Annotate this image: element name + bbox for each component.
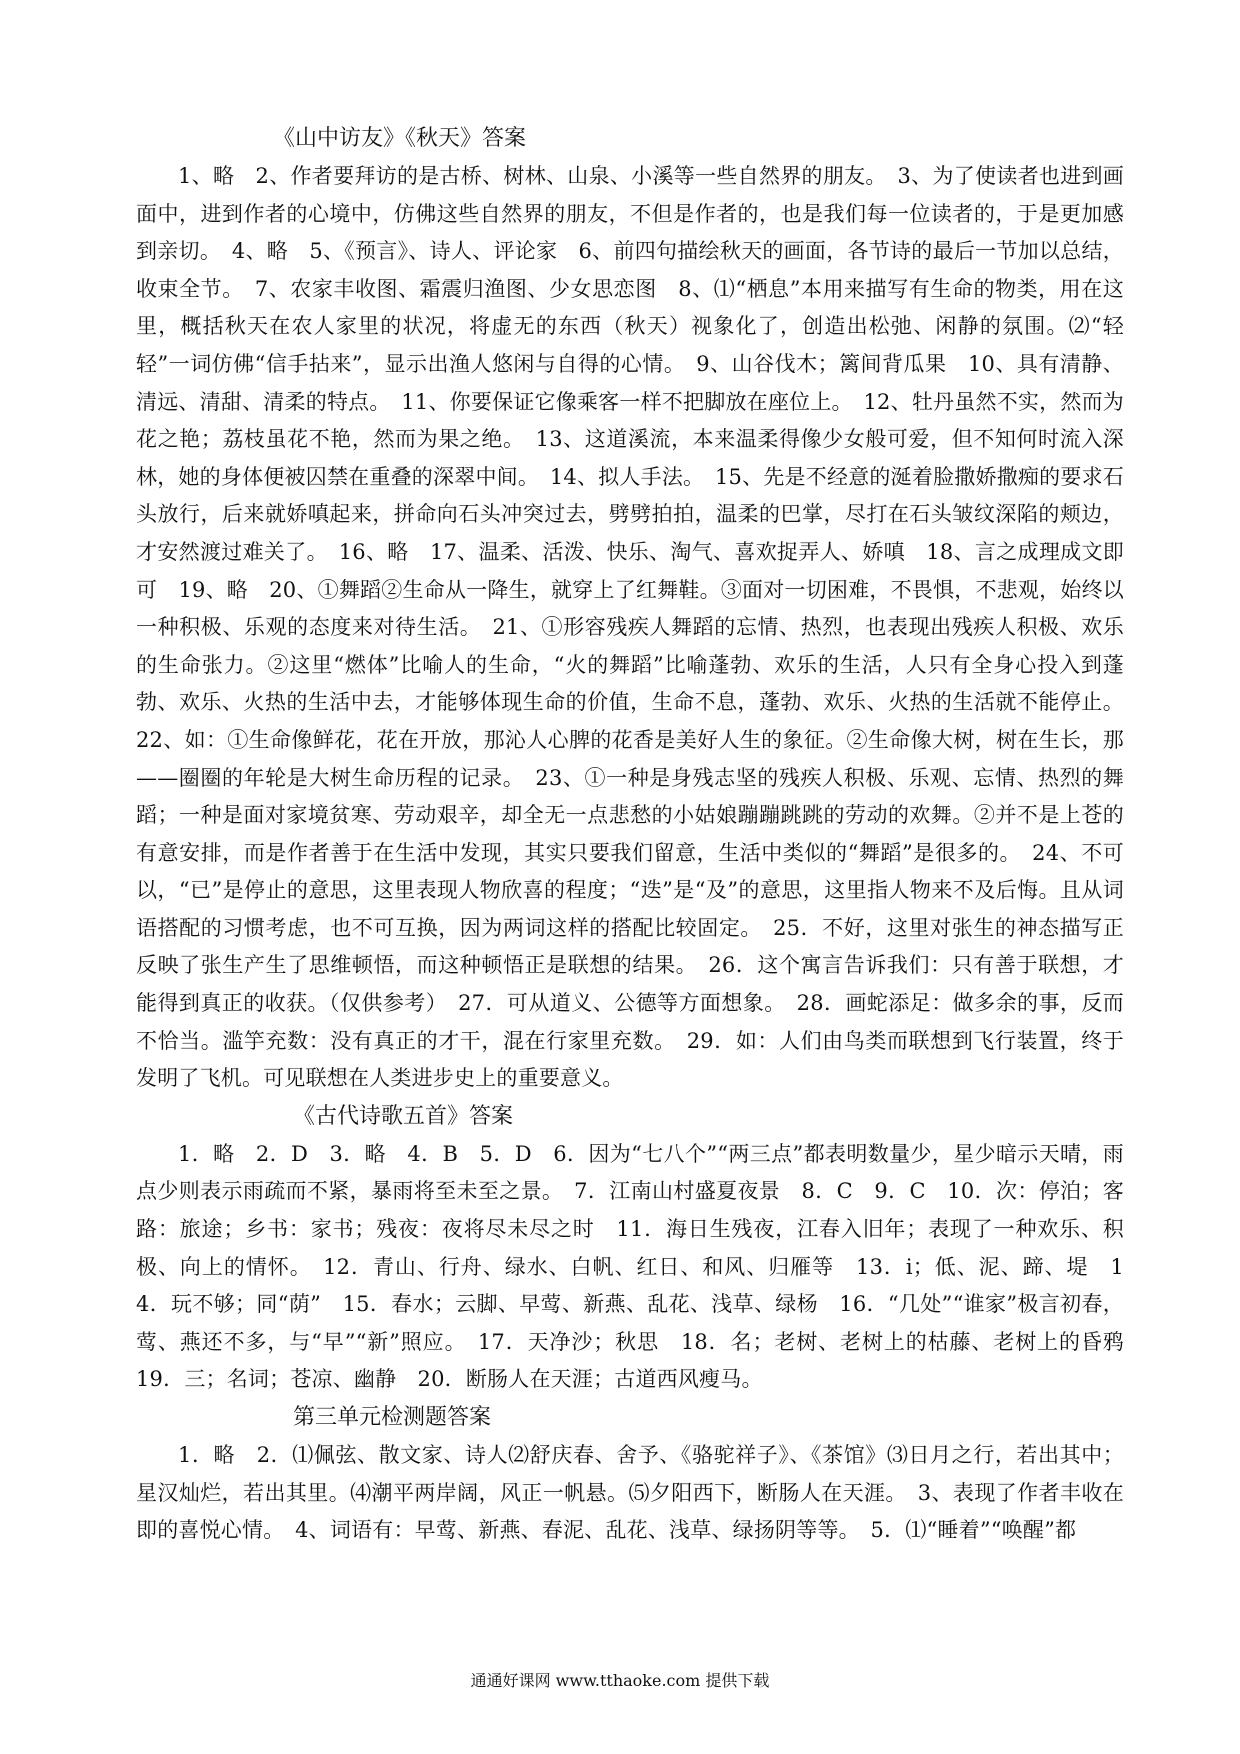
section-title-shanzhong-qiutian: 《山中访友》《秋天》答案 <box>273 126 527 151</box>
section-answers-shanzhong-qiutian: 1、略 2、作者要拜访的是古桥、树林、山泉、小溪等一些自然界的朋友。 3、为了使读者也进到画面中，进到作者的心境中，仿佛这些自然界的朋友，不但是作者的，也是我们每一位读者的，于是更加感到亲切。 4、略 5、《预言》、诗人、评论家 6、前四句描绘秋天的画面，各节诗的最后一节加以总结，收束全节。 7、农家丰收图、霜震归渔图、少女思恋图 8、⑴“栖息”本用来描写有生命的物类，用在这里，概括秋天在农人家里的状况，将虚无的东西（秋天）视象化了，创造出松弛、闲静的氛围。⑵“轻轻”一词仿佛“信手拈来”，显示出渔人悠闲与自得的心情。 9、山谷伐木；篱间背瓜果 10、具有清静、清远、清甜、清柔的特点。 11、你要保证它像乘客一样不把脚放在座位上。 12、牡丹虽然不实，然而为花之艳；荔枝虽花不艳，然而为果之绝。 13、这道溪流，本来温柔得像少女般可爱，但不知何时流入深林，她的身体便被囚禁在重叠的深翠中间。 14、拟人手法。 15、先是不经意的涎着脸撒娇撒痴的要求石头放行，后来就娇嗔起来，拼命向石头冲突过去，劈劈拍拍，温柔的巴掌，尽打在石头皱纹深陷的颊边，才安然渡过难关了。 16、略 17、温柔、活泼、快乐、淘气、喜欢捉弄人、娇嗔 18、言之成理成文即可 19、略 20、①舞蹈②生命从一降生，就穿上了红舞鞋。③面对一切困难，不畏惧，不悲观，始终以一种积极、乐观的态度来对待生活。 21、①形容残疾人舞蹈的忘情、热烈，也表现出残疾人积极、欢乐的生命张力。②这里“燃体”比喻人的生命，“火的舞蹈”比喻蓬勃、欢乐的生活，人只有全身心投入到蓬勃、欢乐、火热的生活中去，才能够体现生命的价值，生命不息，蓬勃、欢乐、火热的生活就不能停止。22、如：①生命像鲜花，花在开放，那沁人心脾的花香是美好人生的象征。②生命像大树，树在生长，那——圈圈的年轮是大树生命历程的记录。 23、①一种是身残志坚的残疾人积极、乐观、忘情、热烈的舞蹈；一种是面对家境贫寒、劳动艰辛，却全无一点悲愁的小姑娘蹦蹦跳跳的劳动的欢舞。②并不是上苍的有意安排，而是作者善于在生活中发现，其实只要我们留意，生活中类似的“舞蹈”是很多的。 24、不可以，“已”是停止的意思，这里表现人物欣喜的程度；“迭”是“及”的意思，这里指人物来不及后悔。且从词语搭配的习惯考虑，也不可互换，因为两词这样的搭配比较固定。 25．不好，这里对张生的神态描写正反映了张生产生了思维顿悟，而这种顿悟正是联想的结果。 26．这个寓言告诉我们：只有善于联想，才能得到真正的收获。（仅供参考） 27．可从道义、公德等方面想象。 28．画蛇添足：做多余的事，反而不恰当。滥竽充数：没有真正的才干，混在行家里充数。 29．如：人们由鸟类而联想到飞行装置，终于发明了飞机。可见联想在人类进步史上的重要意义。 <box>136 164 1124 1091</box>
section-title-ancient-poems: 《古代诗歌五首》答案 <box>293 1103 514 1129</box>
section-title-unit3-test: 第三单元检测题答案 <box>293 1405 492 1430</box>
section-answers-unit3-test: 1．略 2．⑴佩弦、散文家、诗人⑵舒庆春、舍予、《骆驼祥子》、《茶馆》⑶日月之行，若出其中；星汉灿烂，若出其里。⑷潮平两岸阔，风正一帆悬。⑸夕阳西下，断肠人在天涯。 3、表现了作者丰收在即的喜悦心情。 4、词语有：早莺、新燕、春泥、乱花、浅草、绿扬阴等等。 5．⑴“睡着”“唤醒”都 <box>136 1443 1124 1543</box>
document-body <box>136 120 1146 1550</box>
page-footer: 通通好课网 www.tthaoke.com 提供下载 <box>470 1671 770 1690</box>
section-answers-ancient-poems: 1．略 2．D 3．略 4．B 5．D 6．因为“七八个”“两三点”都表明数量少，星少暗示天晴，雨点少则表示雨疏而不紧，暴雨将至未至之景。 7．江南山村盛夏夜景 8．C 9．C 10．次：停泊；客路：旅途；乡书：家书；残夜：夜将尽未尽之时 11．海日生残夜，江春入旧年；表现了一种欢乐、积极、向上的情怀。 12．青山、行舟、绿水、白帆、红日、和风、归雁等 13．i；低、泥、蹄、堤 14．玩不够；同“荫” 15．春水；云脚、早莺、新燕、乱花、浅草、绿杨 16．“几处”“谁家”极言初春，莺、燕还不多，与“早”“新”照应。 17．天净沙；秋思 18．名；老树、老树上的枯藤、老树上的昏鸦 19．三；名词；苍凉、幽静 20．断肠人在天涯；古道西风瘦马。 <box>136 1141 1146 1392</box>
